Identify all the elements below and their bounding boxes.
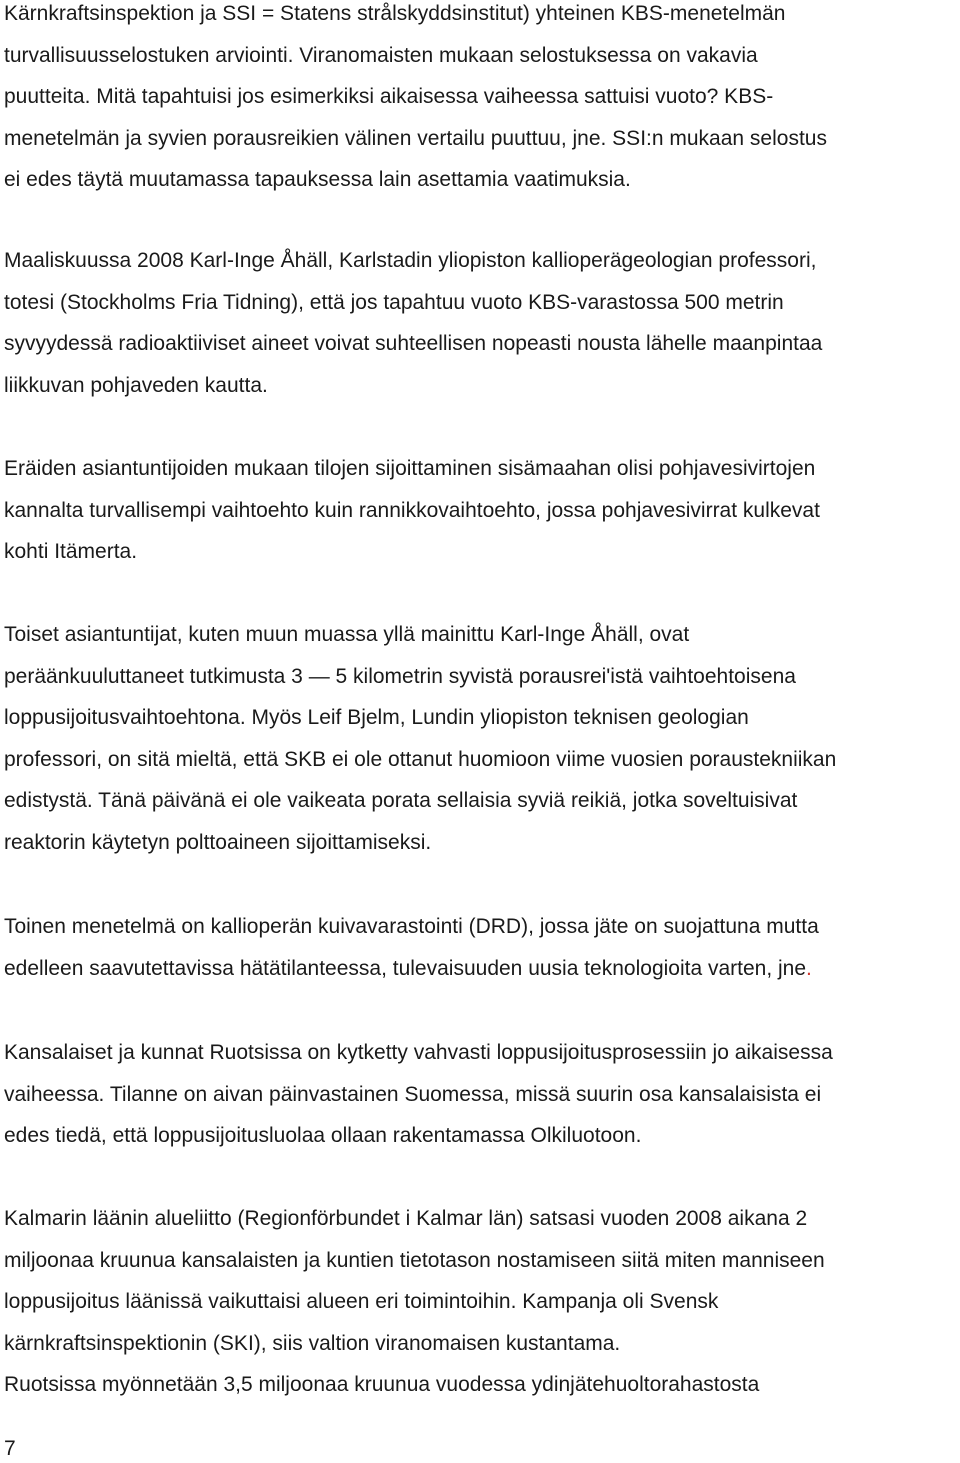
text-line: puutteita. Mitä tapahtuisi jos esimerkiksi aikaisessa vaiheessa sattuisi vuoto? KBS- [4, 85, 774, 109]
text-line: reaktorin käytetyn polttoaineen sijoittamiseksi. [4, 830, 432, 854]
paragraph-5 [4, 906, 819, 989]
text-line: totesi (Stockholms Fria Tidning), että jos tapahtuu vuoto KBS-varastossa 500 metrin [4, 290, 784, 314]
text-line: syvyydessä radioaktiiviset aineet voivat suhteellisen nopeasti nousta lähelle maanpintaa [4, 332, 823, 356]
text-line: Ruotsissa myönnetään 3,5 miljoonaa kruunua vuodessa ydinjätehuoltorahastosta [4, 1373, 760, 1397]
paragraph-2 [4, 240, 822, 406]
text-line: kohti Itämerta. [4, 540, 138, 564]
text-line: vaiheessa. Tilanne on aivan päinvastainen Suomessa, missä suurin osa kansalaisista ei [4, 1082, 822, 1106]
red-period: . [806, 956, 812, 980]
text-line: Kärnkraftsinspektion ja SSI = Statens strålskyddsinstitut) yhteinen KBS-menetelmän [4, 2, 786, 25]
text-line: menetelmän ja syvien porausreikien välinen vertailu puuttuu, jne. SSI:n mukaan selostus [4, 126, 827, 150]
text-line: loppusijoitusvaihtoehtona. Myös Leif Bjelm, Lundin yliopiston teknisen geologian [4, 706, 749, 730]
text-line-with-red-period [4, 948, 819, 990]
text-line: Maaliskuussa 2008 Karl-Inge Åhäll, Karlstadin yliopiston kallioperägeologian professori, [4, 249, 817, 272]
text-line: liikkuvan pohjaveden kautta. [4, 373, 268, 397]
paragraph-7 [4, 1198, 825, 1406]
text-segment: edelleen saavutettavissa hätätilanteessa, tulevaisuuden uusia teknologioita varten, jne [4, 956, 807, 980]
text-line: Kansalaiset ja kunnat Ruotsissa on kytketty vahvasti loppusijoitusprosessiin jo aikaisessa [4, 1041, 833, 1064]
text-line: ei edes täytä muutamassa tapauksessa lain asettamia vaatimuksia. [4, 168, 631, 192]
text-line: Kalmarin läänin alueliitto (Regionförbundet i Kalmar län) satsasi vuoden 2008 aikana 2 [4, 1207, 808, 1230]
text-line: Toiset asiantuntijat, kuten muun muassa yllä mainittu Karl-Inge Åhäll, ovat [4, 623, 690, 646]
page-number: 7 [4, 1437, 16, 1460]
text-line: Eräiden asiantuntijoiden mukaan tilojen sijoittaminen sisämaahan olisi pohjavesivirtojen [4, 457, 816, 480]
paragraph-1 [4, 0, 827, 201]
text-line: professori, on sitä mieltä, että SKB ei ole ottanut huomioon viime vuosien poraustekniikan [4, 747, 837, 771]
text-line: kannalta turvallisempi vaihtoehto kuin rannikkovaihtoehto, jossa pohjavesivirrat kulkevat [4, 498, 820, 522]
text-line: peräänkuuluttaneet tutkimusta 3 — 5 kilometrin syvistä porausrei'istä vaihtoehtoisena [4, 664, 796, 688]
text-line: loppusijoitus läänissä vaikuttaisi alueen eri toimintoihin. Kampanja oli Svensk [4, 1290, 719, 1314]
paragraph-3 [4, 448, 820, 573]
text-line: edes tiedä, että loppusijoitusluolaa ollaan rakentamassa Olkiluotoon. [4, 1124, 642, 1148]
text-line: edistystä. Tänä päivänä ei ole vaikeata porata sellaisia syviä reikiä, jotka soveltuisivat [4, 789, 798, 813]
text-line: kärnkraftsinspektionin (SKI), siis valtion viranomaisen kustantama. [4, 1331, 621, 1355]
text-line: turvallisuusselostuken arviointi. Viranomaisten mukaan selostuksessa on vakavia [4, 43, 758, 67]
paragraph-6 [4, 1032, 833, 1157]
text-line: Toinen menetelmä on kallioperän kuivavarastointi (DRD), jossa jäte on suojattuna mutta [4, 915, 819, 938]
text-line: miljoonaa kruunua kansalaisten ja kuntien tietotason nostamiseen siitä miten manniseen [4, 1248, 825, 1272]
paragraph-4 [4, 614, 836, 864]
